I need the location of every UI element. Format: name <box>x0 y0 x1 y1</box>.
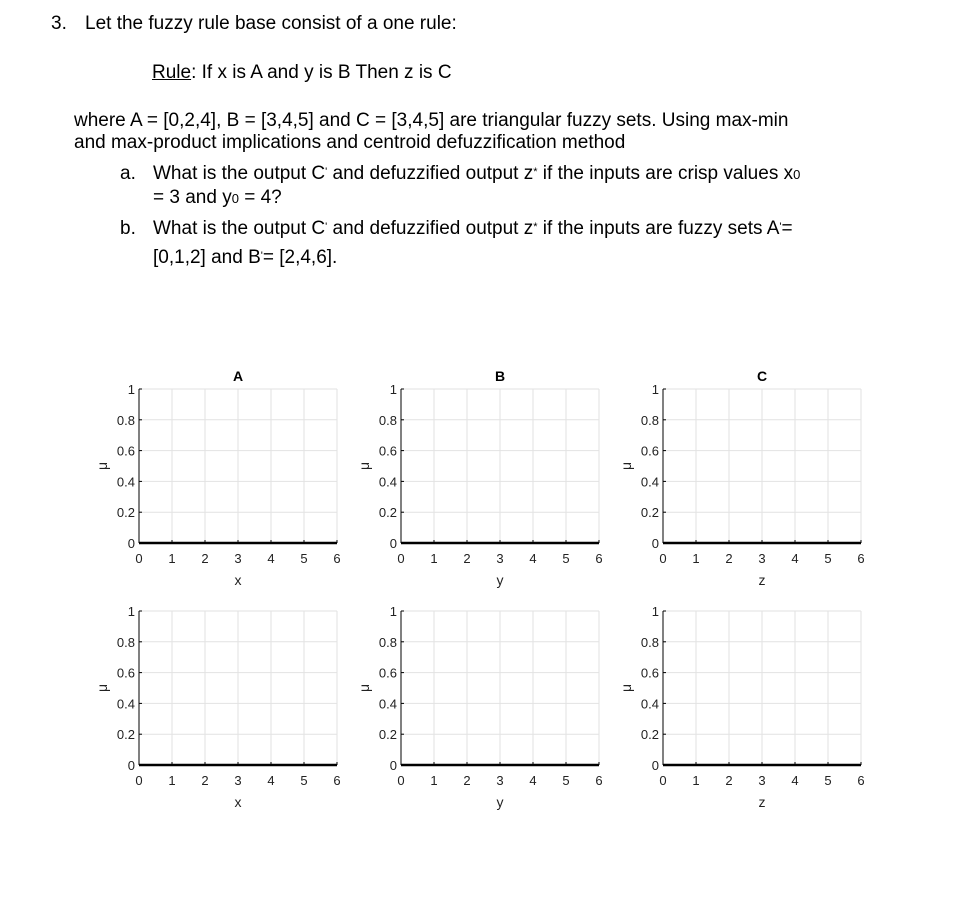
x-tick-label: 3 <box>234 773 242 788</box>
problem-number: 3. <box>51 13 67 34</box>
rule-label: Rule <box>152 62 192 83</box>
x-tick-label: 1 <box>692 551 700 566</box>
part-b-marker: b. <box>120 218 136 239</box>
x-tick-label: 5 <box>824 773 832 788</box>
x-axis-label: y <box>496 572 504 588</box>
y-tick-label: 1 <box>127 382 135 397</box>
y-tick-label: 0.8 <box>378 634 397 650</box>
y-tick-label: 0 <box>389 536 397 551</box>
chart-title: A <box>232 368 244 384</box>
part-a-text-3: if the inputs are crisp values x <box>537 163 794 184</box>
y-tick-label: 0.6 <box>640 665 659 681</box>
x-tick-label: 2 <box>725 551 733 566</box>
y-tick-label: 0.8 <box>116 634 135 650</box>
x-tick-label: 3 <box>758 773 766 788</box>
x-tick-label: 4 <box>267 773 275 788</box>
x-tick-label: 4 <box>791 773 799 788</box>
part-a-sub-y: 0 <box>231 191 239 206</box>
x-tick-label: 4 <box>267 551 275 566</box>
part-a-text-5: = 4? <box>238 187 282 208</box>
part-b-star: * <box>533 221 538 233</box>
x-tick-label: 6 <box>857 773 865 788</box>
y-tick-label: 0 <box>651 758 659 773</box>
x-tick-label: 6 <box>333 551 341 566</box>
x-axis-label: y <box>496 794 504 810</box>
part-b-text-6: = [2,4,6]. <box>262 247 338 268</box>
part-a-marker: a. <box>120 163 136 184</box>
part-a-star: * <box>533 166 538 178</box>
x-tick-label: 6 <box>333 773 341 788</box>
x-tick-label: 0 <box>659 773 667 788</box>
y-tick-label: 0.6 <box>378 443 397 459</box>
part-a-text-4: = 3 and y <box>153 187 232 208</box>
x-tick-label: 5 <box>562 773 570 788</box>
x-tick-label: 0 <box>397 551 405 566</box>
y-tick-label: 1 <box>651 382 659 397</box>
part-b-text-4: = <box>781 218 793 239</box>
y-axis-label: μ <box>356 461 372 471</box>
y-tick-label: 0 <box>127 758 135 773</box>
x-tick-label: 2 <box>463 551 471 566</box>
chart-title: B <box>494 368 506 384</box>
x-tick-label: 0 <box>659 551 667 566</box>
y-tick-label: 0.4 <box>640 474 659 490</box>
x-tick-label: 2 <box>201 773 209 788</box>
part-b-prime-3: ' <box>260 250 263 262</box>
y-tick-label: 0.2 <box>640 505 659 521</box>
part-a-sub-x: 0 <box>793 167 801 182</box>
part-b-text-3: if the inputs are fuzzy sets A <box>537 218 780 239</box>
x-tick-label: 5 <box>300 551 308 566</box>
y-tick-label: 0.6 <box>378 665 397 681</box>
y-tick-label: 0.2 <box>378 505 397 521</box>
y-tick-label: 0.8 <box>116 412 135 428</box>
y-tick-label: 0.4 <box>378 474 397 490</box>
x-tick-label: 4 <box>529 773 537 788</box>
y-tick-label: 0.4 <box>640 696 659 712</box>
x-tick-label: 6 <box>857 551 865 566</box>
part-b-prime: ' <box>325 221 328 233</box>
y-tick-label: 0.6 <box>116 665 135 681</box>
x-tick-label: 0 <box>397 773 405 788</box>
x-tick-label: 2 <box>463 773 471 788</box>
x-tick-label: 6 <box>595 551 603 566</box>
y-tick-label: 1 <box>127 604 135 619</box>
chart-title: C <box>756 368 768 384</box>
y-tick-label: 1 <box>389 604 397 619</box>
y-axis-label: μ <box>618 683 634 693</box>
x-tick-label: 1 <box>692 773 700 788</box>
x-tick-label: 1 <box>168 773 176 788</box>
part-b-text-2: and defuzzified output z <box>327 218 534 239</box>
x-tick-label: 2 <box>201 551 209 566</box>
part-a-prime: ' <box>325 166 328 178</box>
y-tick-label: 1 <box>389 382 397 397</box>
x-tick-label: 1 <box>430 773 438 788</box>
x-axis-label: x <box>234 794 242 810</box>
y-tick-label: 0.6 <box>116 443 135 459</box>
x-tick-label: 5 <box>562 551 570 566</box>
y-tick-label: 0.4 <box>378 696 397 712</box>
y-tick-label: 0.2 <box>640 727 659 743</box>
x-tick-label: 6 <box>595 773 603 788</box>
y-tick-label: 0.2 <box>378 727 397 743</box>
y-tick-label: 0.2 <box>116 505 135 521</box>
x-tick-label: 0 <box>135 551 143 566</box>
y-tick-label: 0.6 <box>640 443 659 459</box>
x-tick-label: 3 <box>496 773 504 788</box>
y-tick-label: 0.8 <box>640 634 659 650</box>
y-tick-label: 0.8 <box>378 412 397 428</box>
y-tick-label: 0.8 <box>640 412 659 428</box>
problem-intro: Let the fuzzy rule base consist of a one rule: <box>85 13 457 34</box>
y-tick-label: 0.4 <box>116 696 135 712</box>
x-tick-label: 3 <box>496 551 504 566</box>
y-axis-label: μ <box>618 461 634 471</box>
x-tick-label: 3 <box>234 551 242 566</box>
x-tick-label: 1 <box>168 551 176 566</box>
x-tick-label: 5 <box>300 773 308 788</box>
y-tick-label: 0.2 <box>116 727 135 743</box>
part-b-prime-2: ' <box>779 221 782 233</box>
x-tick-label: 4 <box>529 551 537 566</box>
where-line-2: and max-product implications and centroid defuzzification method <box>74 132 626 153</box>
y-axis-label: μ <box>94 461 110 471</box>
where-line-1: where A = [0,2,4], B = [3,4,5] and C = [3,4,5] are triangular fuzzy sets. Using max-min <box>74 110 789 131</box>
part-a-text-2: and defuzzified output z <box>327 163 534 184</box>
x-axis-label: x <box>234 572 242 588</box>
part-b-text-5: [0,1,2] and B <box>153 247 261 268</box>
x-axis-label: z <box>758 572 766 588</box>
x-tick-label: 0 <box>135 773 143 788</box>
x-tick-label: 1 <box>430 551 438 566</box>
x-tick-label: 3 <box>758 551 766 566</box>
x-tick-label: 5 <box>824 551 832 566</box>
y-tick-label: 1 <box>651 604 659 619</box>
y-axis-label: μ <box>356 683 372 693</box>
rule-text: : If x is A and y is B Then z is C <box>191 62 452 83</box>
x-tick-label: 4 <box>791 551 799 566</box>
y-tick-label: 0 <box>127 536 135 551</box>
x-tick-label: 2 <box>725 773 733 788</box>
y-tick-label: 0 <box>389 758 397 773</box>
y-tick-label: 0 <box>651 536 659 551</box>
part-b-text-1: What is the output C <box>153 218 326 239</box>
y-tick-label: 0.4 <box>116 474 135 490</box>
y-axis-label: μ <box>94 683 110 693</box>
x-axis-label: z <box>758 794 766 810</box>
part-a-text-1: What is the output C <box>153 163 326 184</box>
